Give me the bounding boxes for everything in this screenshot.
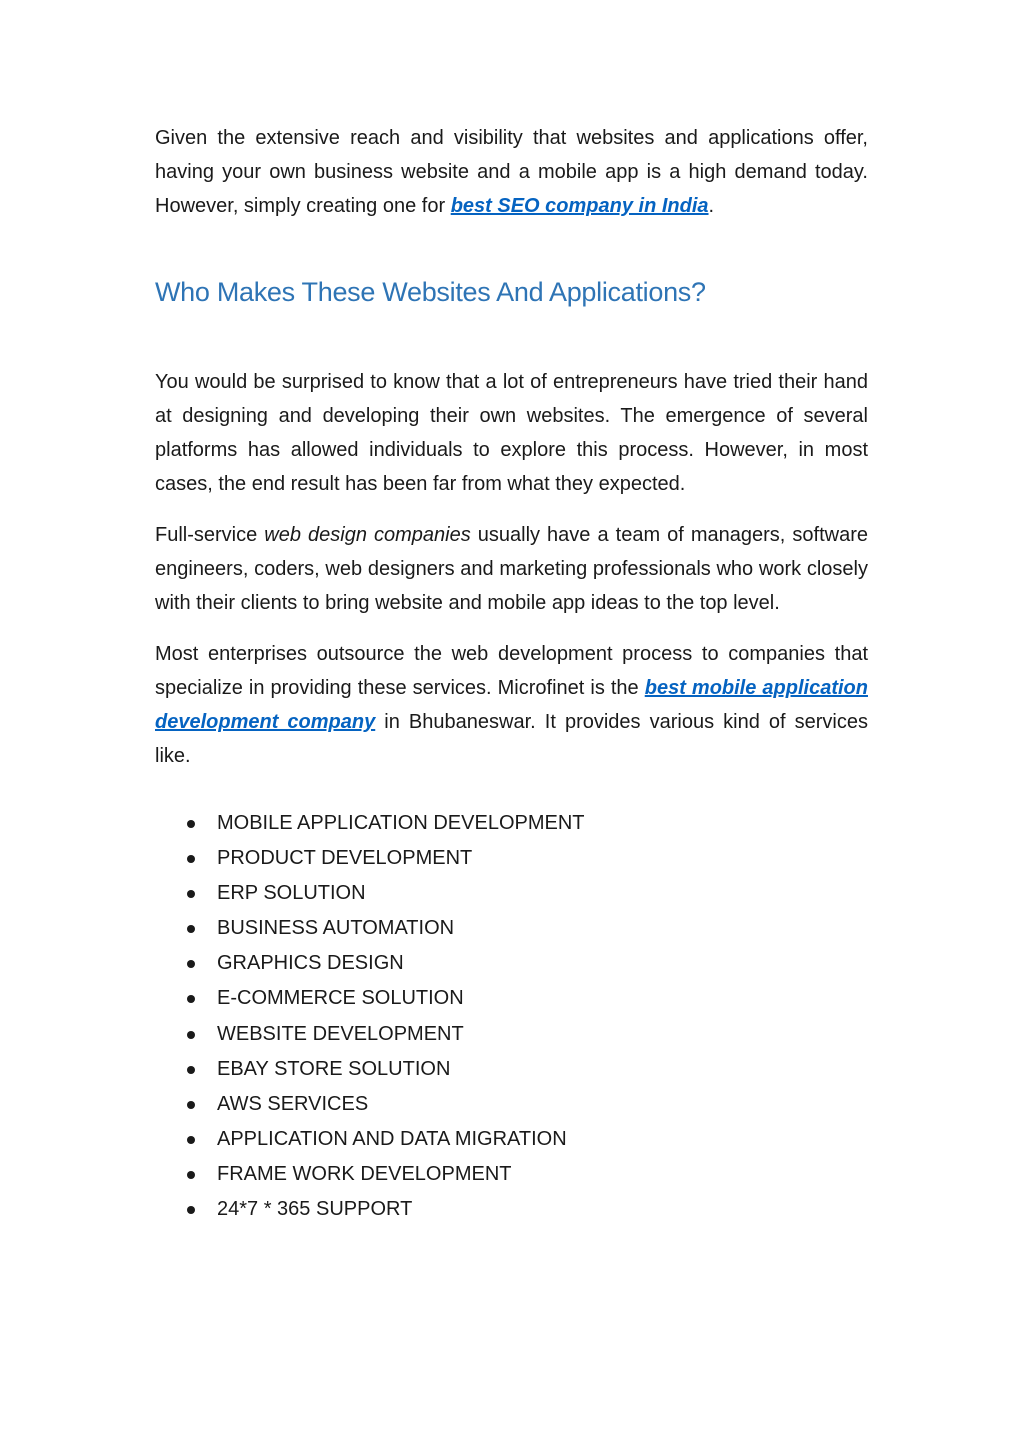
bullet-icon	[187, 1066, 195, 1074]
service-label: APPLICATION AND DATA MIGRATION	[217, 1127, 567, 1150]
service-label: PRODUCT DEVELOPMENT	[217, 847, 473, 870]
service-label: EBAY STORE SOLUTION	[217, 1057, 451, 1080]
service-label: FRAME WORK DEVELOPMENT	[217, 1162, 512, 1185]
list-item	[155, 841, 868, 876]
outsource-before: Most enterprises outsource the web development process to companies that specialize in providing these services. Microfinet is the	[155, 643, 868, 699]
service-label: E-COMMERCE SOLUTION	[217, 987, 464, 1010]
service-label: WEBSITE DEVELOPMENT	[217, 1022, 464, 1045]
intro-end: .	[708, 195, 715, 217]
services-list	[155, 806, 868, 1227]
seo-company-link[interactable]: best SEO company in India	[450, 195, 709, 217]
mobile-app-company-link[interactable]: best mobile application development company	[155, 677, 868, 733]
bullet-icon	[187, 855, 195, 863]
bullet-icon	[187, 820, 195, 828]
list-item	[155, 981, 868, 1016]
service-label: ERP SOLUTION	[217, 882, 366, 905]
list-item	[155, 1192, 868, 1227]
bullet-icon	[187, 1101, 195, 1109]
web-design-companies-emphasis: web design companies	[264, 524, 471, 546]
intro-paragraph	[155, 121, 868, 223]
list-item	[155, 946, 868, 981]
service-label: GRAPHICS DESIGN	[217, 952, 404, 975]
bullet-icon	[187, 1171, 195, 1179]
list-item	[155, 1157, 868, 1192]
full-service-before: Full-service	[155, 524, 265, 546]
bullet-icon	[187, 1031, 195, 1039]
outsource-after: in Bhubaneswar. It provides various kind of services like.	[155, 711, 868, 767]
bullet-icon	[187, 925, 195, 933]
service-label: AWS SERVICES	[217, 1092, 369, 1115]
section-heading: Who Makes These Websites And Applications?	[155, 277, 706, 307]
bullet-icon	[187, 1136, 195, 1144]
entrepreneurs-paragraph: You would be surprised to know that a lot of entrepreneurs have tried their hand at designing and developing their own websites. The emergence of several platforms has allowed individuals to explore this process. However, in most cases, the end result has been far from what they expected.	[155, 371, 868, 495]
list-item	[155, 1017, 868, 1052]
bullet-icon	[187, 960, 195, 968]
list-item	[155, 876, 868, 911]
bullet-icon	[187, 995, 195, 1003]
bullet-icon	[187, 1206, 195, 1214]
list-item	[155, 1122, 868, 1157]
outsource-paragraph	[155, 637, 868, 773]
list-item	[155, 1052, 868, 1087]
list-item	[155, 806, 868, 841]
list-item	[155, 911, 868, 946]
bullet-icon	[187, 890, 195, 898]
service-label: MOBILE APPLICATION DEVELOPMENT	[217, 812, 585, 834]
service-label: BUSINESS AUTOMATION	[217, 917, 455, 940]
page-content	[155, 121, 868, 1227]
service-label: 24*7 * 365 SUPPORT	[217, 1198, 413, 1221]
full-service-after: usually have a team of managers, software engineers, coders, web designers and marketing professionals who work closely with their clients to bring website and mobile app ideas to the top level.	[155, 524, 868, 614]
list-item	[155, 1087, 868, 1122]
full-service-paragraph	[155, 518, 868, 620]
intro-text: Given the extensive reach and visibility that websites and applications offer, having your own business website and a mobile app is a high demand today. However, simply creating one for	[155, 127, 868, 217]
